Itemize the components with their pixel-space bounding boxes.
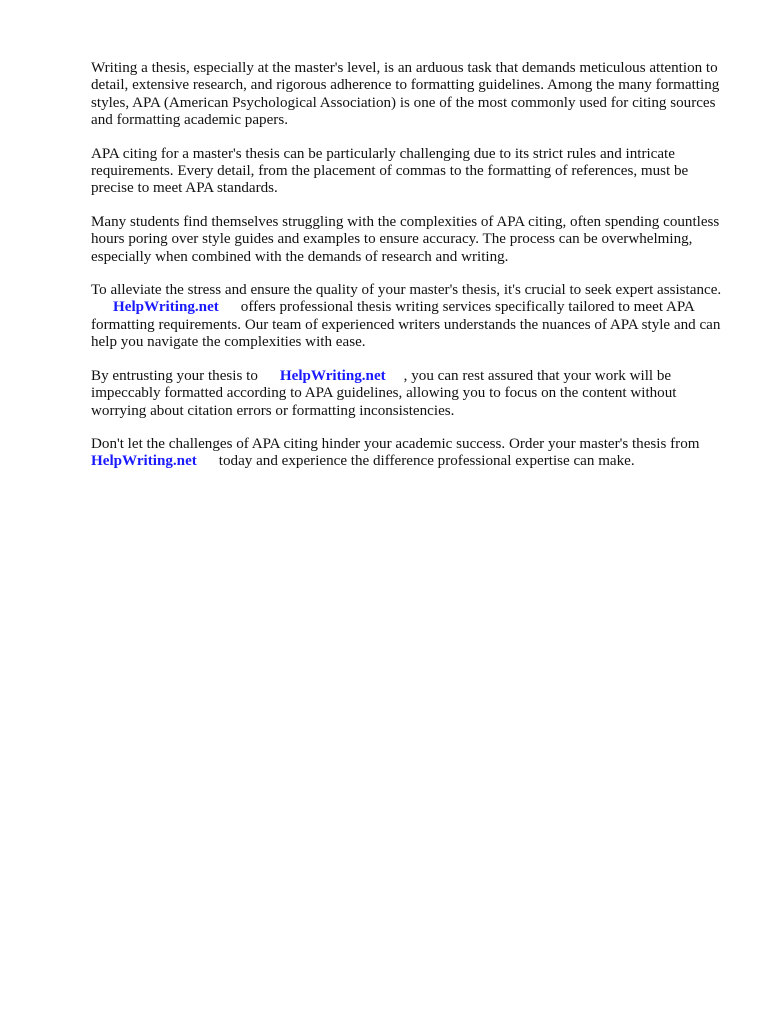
document-body (91, 60, 723, 487)
helpwriting-link[interactable]: HelpWriting.net (91, 453, 197, 470)
helpwriting-link[interactable]: HelpWriting.net (113, 299, 219, 316)
paragraph-student-struggles: Many students find themselves struggling with the complexities of APA citing, often spending countless hours poring over style guides and examples to ensure accuracy. The process can be overwhelming, especially when combined with the demands of research and writing. (91, 213, 720, 265)
paragraph-text: To alleviate the stress and ensure the quality of your master's thesis, it's crucial to seek expert assistance. (91, 282, 722, 299)
paragraph-call-to-action (91, 436, 723, 471)
paragraph-text: , you can rest assured that your work will be impeccably formatted according to APA guidelines, allowing you to focus on the content without worrying about citation errors or formatting inconsistencies. (91, 367, 677, 419)
helpwriting-link[interactable]: HelpWriting.net (279, 367, 386, 384)
paragraph-intro: Writing a thesis, especially at the master's level, is an arduous task that demands meticulous attention to detail, extensive research, and rigorous adherence to formatting guidelines. Among the many formatting styles, APA (American Psychological Association) is one of the most commonly used for citing sources and formatting academic papers. (91, 60, 720, 129)
paragraph-text: today and experience the difference professional expertise can make. (218, 453, 635, 470)
paragraph-text: By entrusting your thesis to (91, 367, 258, 384)
paragraph-text: offers professional thesis writing services specifically tailored to meet APA formatting requirements. Our team of experienced writers understands the nuances of APA style and can help you navigate the complexities with ease. (91, 299, 721, 351)
paragraph-text: Don't let the challenges of APA citing hinder your academic success. Order your master's thesis from (91, 435, 700, 452)
paragraph-apa-challenge: APA citing for a master's thesis can be particularly challenging due to its strict rules and intricate requirements. Every detail, from the placement of commas to the formatting of references, must be precise to meet APA standards. (91, 145, 689, 197)
paragraph-expert-assistance (91, 282, 723, 352)
paragraph-entrusting (91, 368, 723, 420)
